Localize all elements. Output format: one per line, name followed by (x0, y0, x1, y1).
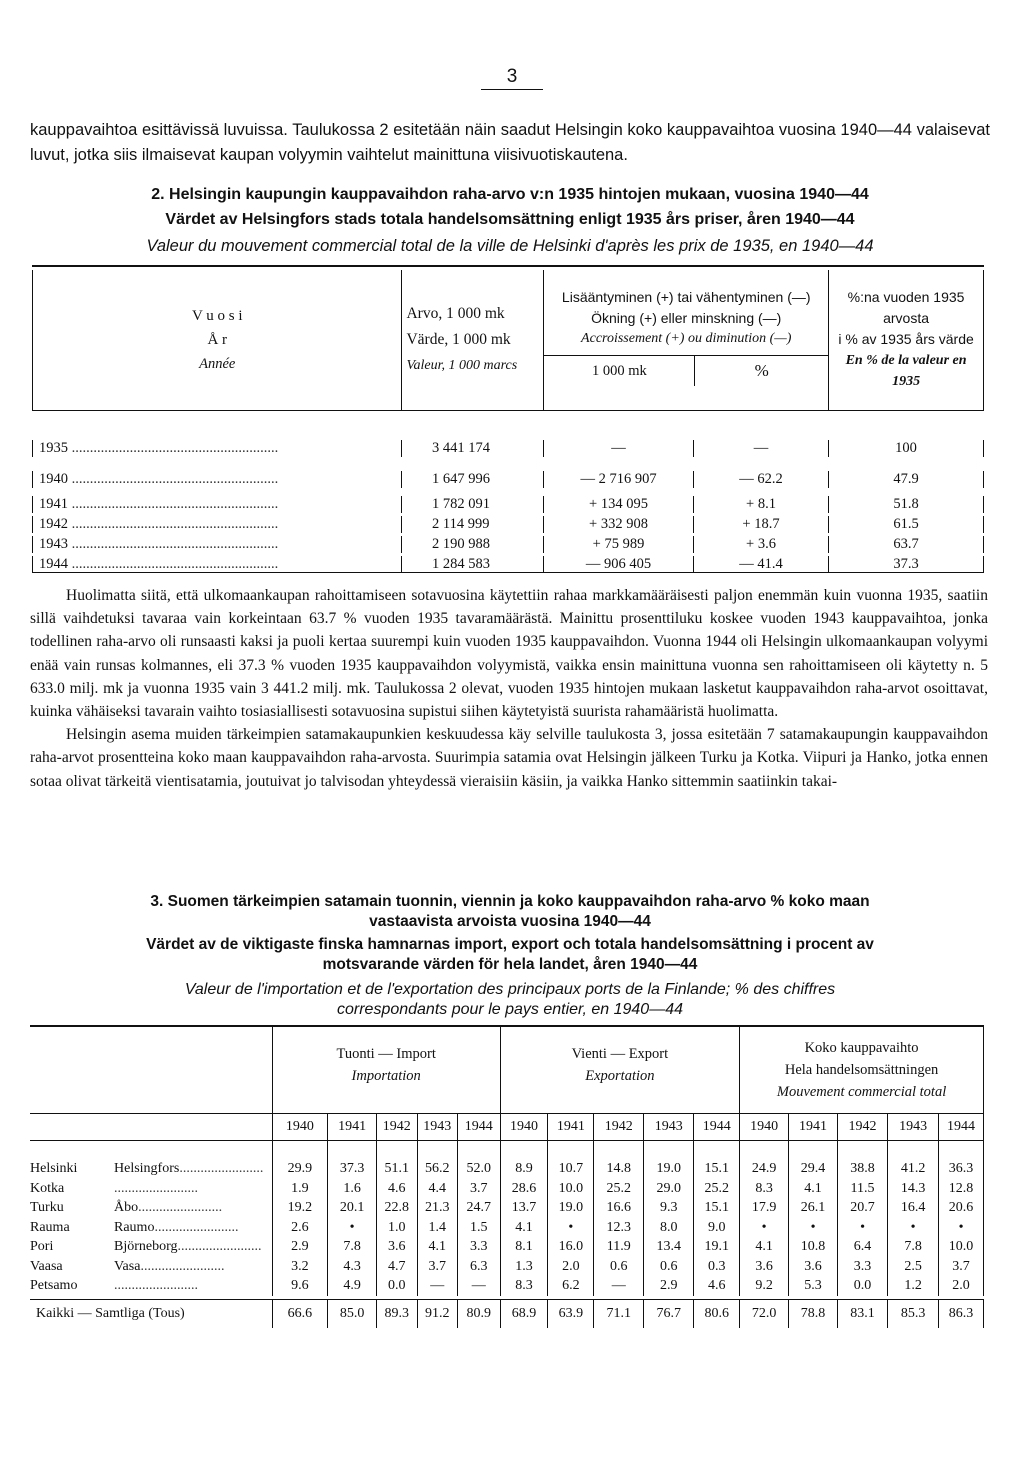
table3-cell: 56.2 (418, 1159, 458, 1179)
table3-cell: 25.2 (694, 1179, 740, 1199)
table3-cell: 19.2 (273, 1198, 328, 1218)
table3-cell: 37.3 (328, 1159, 377, 1179)
table3-cell: 9.6 (273, 1276, 328, 1296)
table3-cell: — (458, 1276, 501, 1296)
table3-year-header: 1942 (377, 1114, 417, 1140)
table3-cell: 17.9 (740, 1198, 789, 1218)
table3-total-cell: 83.1 (838, 1300, 888, 1328)
table3-total-cell: 71.1 (594, 1300, 644, 1328)
table3-total-cell: 80.6 (694, 1300, 740, 1328)
table3-cell: 8.3 (740, 1179, 789, 1199)
table3-cell: 19.0 (548, 1198, 594, 1218)
table3-cell: 11.9 (594, 1237, 644, 1257)
table2-cell-value: 1 284 583 (402, 556, 544, 573)
table3-port-sv: Björneborg (114, 1239, 178, 1254)
table3-total-cell: 89.3 (377, 1300, 417, 1328)
table3-cell: 3.6 (789, 1257, 838, 1277)
table2-cell-value: 1 647 996 (402, 471, 544, 488)
table3-cell: 8.9 (501, 1159, 549, 1179)
table3-cell: 3.6 (740, 1257, 789, 1277)
table3-cell: 52.0 (458, 1159, 501, 1179)
table3-cell: 21.3 (418, 1198, 458, 1218)
table3-cell: 3.2 (273, 1257, 328, 1277)
table2-cell-ch_pct: — 62.2 (694, 471, 829, 488)
table3-title-fr-2: correspondants pour le pays entier, en 1940—44 (336, 1001, 683, 1018)
table3-cell: 1.9 (273, 1179, 328, 1199)
page-number: 3 (0, 66, 1024, 90)
table3-total-cell: 68.9 (501, 1300, 549, 1328)
table3-group-header: Tuonti — Import Importation (273, 1027, 501, 1113)
table3-cell: — (418, 1276, 458, 1296)
table3-cell: 1.6 (328, 1179, 377, 1199)
table3-cell: 0.0 (838, 1276, 888, 1296)
table3-year-header: 1942 (594, 1114, 644, 1140)
table2-cell-value: 2 114 999 (402, 516, 544, 533)
table2-title-fi: 2. Helsingin kaupungin kauppavaihdon raha-arvo v:n 1935 hintojen mukaan, vuosina 1940—44 (151, 186, 869, 203)
table3-port-fi: Petsamo (30, 1278, 78, 1293)
table2-cell-ch_mk: + 332 908 (544, 516, 694, 533)
table2-cell-pct: 47.9 (829, 471, 984, 488)
table3-cell: 3.7 (939, 1257, 984, 1277)
table3-cell: 6.4 (838, 1237, 888, 1257)
table3-cell: 26.1 (789, 1198, 838, 1218)
table3-cell: 14.8 (594, 1159, 644, 1179)
table3-title-fi-1: 3. Suomen tärkeimpien satamain tuonnin, viennin ja koko kauppavaihdon raha-arvo % koko maan (150, 893, 870, 910)
table2-cell-ch_mk: — 906 405 (544, 556, 694, 573)
table3-year-header: 1941 (328, 1114, 377, 1140)
table3-cell: 15.1 (694, 1198, 740, 1218)
table3-cell: 1.2 (888, 1276, 939, 1296)
table3-cell: • (888, 1218, 939, 1238)
table2-cell-pct: 100 (829, 440, 984, 457)
table2-head-year: V u o s i Å r Année (33, 270, 402, 410)
table3-cell: 1.4 (418, 1218, 458, 1238)
table3-cell: 0.6 (594, 1257, 644, 1277)
table3-cell: 6.3 (458, 1257, 501, 1277)
table3-port-sv: Åbo (114, 1200, 139, 1215)
table3-cell: 41.2 (888, 1159, 939, 1179)
table3-cell: 11.5 (838, 1179, 888, 1199)
table3-total-cell: 91.2 (418, 1300, 458, 1328)
table3-cell: 36.3 (939, 1159, 984, 1179)
table2-header-row (33, 270, 984, 410)
table2-cell-year: 1943 ......................................................... (32, 536, 402, 553)
table3-cell: 2.5 (888, 1257, 939, 1277)
table3-cell: 9.0 (694, 1218, 740, 1238)
table2-cell-ch_mk: — (544, 440, 694, 457)
table3-title-fi-2: vastaavista arvoista vuosina 1940—44 (369, 913, 651, 930)
table3-cell: 1.3 (501, 1257, 549, 1277)
table3-cell: 14.3 (888, 1179, 939, 1199)
table3-cell: 10.7 (548, 1159, 594, 1179)
table3-year-header: 1941 (789, 1114, 838, 1140)
table3-year-header: 1943 (644, 1114, 694, 1140)
table3-total-cell: 86.3 (939, 1300, 984, 1328)
table2-head-pct: %:na vuoden 1935 arvosta i % av 1935 års värde En % de la valeur en 1935 (829, 270, 984, 410)
table2-head-change: Lisääntyminen (+) tai vähentyminen (—) Ökning (+) eller minskning (—) Accroissement (+) ou diminution (—) 1 000 mk % (544, 270, 829, 410)
table3-total-cell: 63.9 (548, 1300, 594, 1328)
table2-cell-value: 2 190 988 (402, 536, 544, 553)
table3-cell: • (548, 1218, 594, 1238)
table3-year-header: 1940 (740, 1114, 789, 1140)
table3-port-fi: Turku (30, 1200, 64, 1215)
table3-cell: 2.6 (273, 1218, 328, 1238)
body-paragraph-1: Huolimatta siitä, että ulkomaankaupan rahoittamiseen sotavuosina käytettiin rahaa markkamääräisesti paljon enemmän kuin vuonna 1935, saatiin sillä vaihdetuksi tavaraa vain korkeintaan 63.7 % vuoden 1935 tavaramäärästä. Mainittu prosenttiluku koskee vuoden 1943 kauppavaihtoa, jonka todellinen raha-arvo oli runsaasti kaksi ja puoli kertaa suurempi kuin vuoden 1935 kauppavaihdon. Vuonna 1944 oli Helsingin ulkomaankaupan volyymi enää vain runsas kolmannes, eli 37.3 % vuoden 1935 kauppavaihdon volyymistä, vaikka ensin mainittuna vuonna sen rahoittamiseen oli käytetty n. 5 633.0 milj. mk ja vuonna 1935 vain 3 441.2 milj. mk. Taulukossa 2 olevat, vuoden 1935 hintojen mukaan lasketut kauppavaihdon raha-arvot osoittavat, kuinka vähäiseksi tavarain vaihto tosiasiallisesti sotavuosina supistui siihen käytetyistä suurista rahamääristä huolimatta. (30, 587, 988, 721)
table3-cell: 4.1 (418, 1237, 458, 1257)
table3-total-cell: 80.9 (458, 1300, 501, 1328)
table2-head-change-mk: 1 000 mk (544, 356, 695, 386)
table3-cell: — (594, 1276, 644, 1296)
table3-group-header: Koko kauppavaihto Hela handelsomsättningen Mouvement commercial total (740, 1027, 984, 1113)
table2-cell-year: 1942 ......................................................... (32, 516, 402, 533)
table3-port-sv: Helsingfors (114, 1161, 180, 1176)
table2-cell-year: 1944 ......................................................... (32, 556, 402, 573)
table3-title-sv-2: motsvarande värden för hela landet, åren 1940—44 (322, 956, 698, 973)
table3-cell: 51.1 (377, 1159, 417, 1179)
table3-total-cell: 72.0 (740, 1300, 789, 1328)
table3-cell: 22.8 (377, 1198, 417, 1218)
table2-row (32, 494, 984, 514)
table3-cell: 4.7 (377, 1257, 417, 1277)
table3-cell: 5.3 (789, 1276, 838, 1296)
table3-port-sv: Raumo (114, 1219, 155, 1235)
table3-cell: 10.8 (789, 1237, 838, 1257)
table3-row: Helsinki Helsingfors ........................ 29.9 37.3 51.1 56.2 52.0 8.9 10.7 14.8 19.0 15.1 24.9 29.4 38.8 41.2 36.3 (30, 1159, 984, 1179)
table2-title-sv: Värdet av Helsingfors stads totala handelsomsättning enligt 1935 års priser, åren 1940—44 (165, 211, 855, 228)
intro-paragraph: kauppavaihtoa esittävissä luvuissa. Taulukossa 2 esitetään näin saadut Helsingin koko kauppavaihtoa vuosina 1940—44 valaisevat luvut, jotka siis ilmaisevat kaupan volyymin vaihtelut mainittuna viisivuotiskautena. (30, 121, 990, 164)
table3-cell: 20.1 (328, 1198, 377, 1218)
table3-cell: 4.1 (789, 1179, 838, 1199)
table3-cell: 1.5 (458, 1218, 501, 1238)
table2-top-rule (32, 265, 984, 267)
table2-row (32, 514, 984, 534)
table3-row: Petsamo ........................ 9.6 4.9 0.0 — — 8.3 6.2 — 2.9 4.6 9.2 5.3 0.0 1.2 2.0 (30, 1276, 984, 1296)
table2-cell-year: 1940 ......................................................... (32, 471, 402, 488)
table2-cell-value: 3 441 174 (402, 440, 544, 457)
table2-cell-pct: 37.3 (829, 556, 984, 573)
table2-cell-value: 1 782 091 (402, 496, 544, 513)
table3-cell: 3.6 (377, 1237, 417, 1257)
table3-cell: 4.4 (418, 1179, 458, 1199)
table3-title-fr-1: Valeur de l'importation et de l'exportation des principaux ports de la Finlande; % des chiffres (184, 981, 836, 998)
table3-cell: 4.1 (740, 1237, 789, 1257)
table3-row: Vaasa Vasa ........................ 3.2 4.3 4.7 3.7 6.3 1.3 2.0 0.6 0.6 0.3 3.6 3.6 3.3 2.5 3.7 (30, 1257, 984, 1277)
table3-cell: 3.3 (838, 1257, 888, 1277)
table3-cell: • (789, 1218, 838, 1238)
table3-year-header: 1944 (694, 1114, 740, 1140)
table2-row (32, 534, 984, 554)
table3-port-fi: Kotka (30, 1180, 65, 1196)
table3-cell: 16.6 (594, 1198, 644, 1218)
table3-total-label: Kaikki — Samtliga (Tous) (30, 1300, 273, 1328)
table3-cell: 19.1 (694, 1237, 740, 1257)
table3-total-cell: 66.6 (273, 1300, 328, 1328)
table3-cell: 13.4 (644, 1237, 694, 1257)
table3-cell: 7.8 (888, 1237, 939, 1257)
table3-cell: 3.7 (458, 1179, 501, 1199)
table2-cell-pct: 61.5 (829, 516, 984, 533)
table3-cell: 4.6 (377, 1179, 417, 1199)
table3-cell: 2.0 (939, 1276, 984, 1296)
table3-year-header: 1941 (548, 1114, 594, 1140)
table3-year-header: 1944 (458, 1114, 501, 1140)
table3-row: Kotka ........................ 1.9 1.6 4.6 4.4 3.7 28.6 10.0 25.2 29.0 25.2 8.3 4.1 11.5 14.3 12.8 (30, 1179, 984, 1199)
table3-port-fi: Pori (30, 1239, 54, 1254)
table3-cell: 16.0 (548, 1237, 594, 1257)
table3-cell: 4.1 (501, 1218, 549, 1238)
table3-year-header: 1943 (418, 1114, 458, 1140)
table3-cell: 29.4 (789, 1159, 838, 1179)
table3-cell: 9.3 (644, 1198, 694, 1218)
body-text (30, 584, 988, 793)
table3-cell: 3.3 (458, 1237, 501, 1257)
table3-row: Rauma Raumo ........................ 2.6 • 1.0 1.4 1.5 4.1 • 12.3 8.0 9.0 • • • • • (30, 1218, 984, 1238)
table3-year-header: 1943 (888, 1114, 939, 1140)
table3-year-header: 1940 (273, 1114, 328, 1140)
table3-cell: 15.1 (694, 1159, 740, 1179)
table3-row: Turku Åbo ........................ 19.2 20.1 22.8 21.3 24.7 13.7 19.0 16.6 9.3 15.1 17.9 26.1 20.7 16.4 20.6 (30, 1198, 984, 1218)
table3-port-fi: Helsinki (30, 1161, 78, 1176)
table2-cell-ch_pct: — (694, 440, 829, 457)
table3-cell: 7.8 (328, 1237, 377, 1257)
table3 (30, 1027, 984, 1328)
table3-cell: 20.6 (939, 1198, 984, 1218)
table3-cell: 4.6 (694, 1276, 740, 1296)
table2-row (32, 554, 984, 574)
table2-row (32, 464, 984, 494)
table3-cell: 10.0 (548, 1179, 594, 1199)
table3-cell: 6.2 (548, 1276, 594, 1296)
table3-cell: 25.2 (594, 1179, 644, 1199)
table3-cell: 2.9 (644, 1276, 694, 1296)
table2-cell-ch_mk: — 2 716 907 (544, 471, 694, 488)
table2-cell-ch_pct: — 41.4 (694, 556, 829, 573)
table3-year-header: 1940 (501, 1114, 549, 1140)
table3-port-fi: Rauma (30, 1219, 70, 1235)
table2-body (32, 433, 984, 574)
table3-year-header: 1944 (939, 1114, 984, 1140)
table3-cell: 0.0 (377, 1276, 417, 1296)
table3-cell: 38.8 (838, 1159, 888, 1179)
table2-cell-ch_pct: + 3.6 (694, 536, 829, 553)
table2-cell-ch_pct: + 18.7 (694, 516, 829, 533)
table3-port-sv: Vasa (114, 1258, 141, 1274)
table2-cell-ch_mk: + 134 095 (544, 496, 694, 513)
table2-head-value: Arvo, 1 000 mk Värde, 1 000 mk Valeur, 1 000 marcs (402, 270, 544, 410)
table3-cell: 2.9 (273, 1237, 328, 1257)
table3-group-header: Vienti — Export Exportation (501, 1027, 741, 1113)
table3-total-cell: 76.7 (644, 1300, 694, 1328)
table3-title-sv-1: Värdet av de viktigaste finska hamnarnas import, export och totala handelsomsättning i procent av (146, 936, 874, 953)
table2-bottom-rule (32, 572, 984, 573)
table3-cell: 9.2 (740, 1276, 789, 1296)
table3-cell: 3.7 (418, 1257, 458, 1277)
table2-title-fr: Valeur du mouvement commercial total de la ville de Helsinki d'après les prix de 1935, en 1940—44 (146, 237, 874, 255)
table3-total-cell: 78.8 (789, 1300, 838, 1328)
table3-cell: 28.6 (501, 1179, 549, 1199)
table3-cell: • (838, 1218, 888, 1238)
table3-cell: 24.7 (458, 1198, 501, 1218)
table3-cell: 10.0 (939, 1237, 984, 1257)
table2-cell-year: 1935 ......................................................... (32, 440, 402, 457)
table3-cell: 2.0 (548, 1257, 594, 1277)
table2-cell-ch_mk: + 75 989 (544, 536, 694, 553)
table3-cell: 8.3 (501, 1276, 549, 1296)
table3-cell: 20.7 (838, 1198, 888, 1218)
table3-cell: • (328, 1218, 377, 1238)
table3-cell: 29.0 (644, 1179, 694, 1199)
table3-cell: 0.3 (694, 1257, 740, 1277)
table3-cell: 4.3 (328, 1257, 377, 1277)
table3-cell: 24.9 (740, 1159, 789, 1179)
table2 (32, 270, 984, 422)
table3-cell: 29.9 (273, 1159, 328, 1179)
table2-cell-year: 1941 ......................................................... (32, 496, 402, 513)
table3-cell: 8.0 (644, 1218, 694, 1238)
table3-cell: 4.9 (328, 1276, 377, 1296)
table3-total-cell: 85.3 (888, 1300, 939, 1328)
table3-total-row (30, 1299, 984, 1328)
table3-cell: 1.0 (377, 1218, 417, 1238)
table3-cell: 16.4 (888, 1198, 939, 1218)
table2-cell-pct: 51.8 (829, 496, 984, 513)
table2-cell-pct: 63.7 (829, 536, 984, 553)
table3-cell: 12.3 (594, 1218, 644, 1238)
table3-row: Pori Björneborg ........................ 2.9 7.8 3.6 4.1 3.3 8.1 16.0 11.9 13.4 19.1 4.1 10.8 6.4 7.8 10.0 (30, 1237, 984, 1257)
table2-head-change-pct: % (754, 361, 769, 380)
table3-cell: 8.1 (501, 1237, 549, 1257)
table3-port-fi: Vaasa (30, 1258, 63, 1274)
table3-cell: 13.7 (501, 1198, 549, 1218)
table3-year-header: 1942 (838, 1114, 888, 1140)
table2-cell-ch_pct: + 8.1 (694, 496, 829, 513)
table3-cell: 0.6 (644, 1257, 694, 1277)
table3-cell: • (939, 1218, 984, 1238)
table3-cell: 12.8 (939, 1179, 984, 1199)
table3-cell: 19.0 (644, 1159, 694, 1179)
table3-cell: • (740, 1218, 789, 1238)
table2-row (32, 433, 984, 464)
body-paragraph-2: Helsingin asema muiden tärkeimpien satamakaupunkien keskuudessa käy selville taulukosta 3, jossa esitetään 7 satamakaupungin kauppavaihdon raha-arvot prosentteina koko maan kauppavaihdon raha-arvosta. Suurimpia satamia ovat Helsingin jälkeen Turku ja Kotka. Viipuri ja Hanko, jotka ennen sotaa olivat tärkeitä vientisatamia, joutuivat jo talvisodan yhteydessä vieraisiin käsiin, ja vaikka Hanko sittemmin saatiinkin takai- (30, 726, 988, 790)
table3-total-cell: 85.0 (328, 1300, 377, 1328)
